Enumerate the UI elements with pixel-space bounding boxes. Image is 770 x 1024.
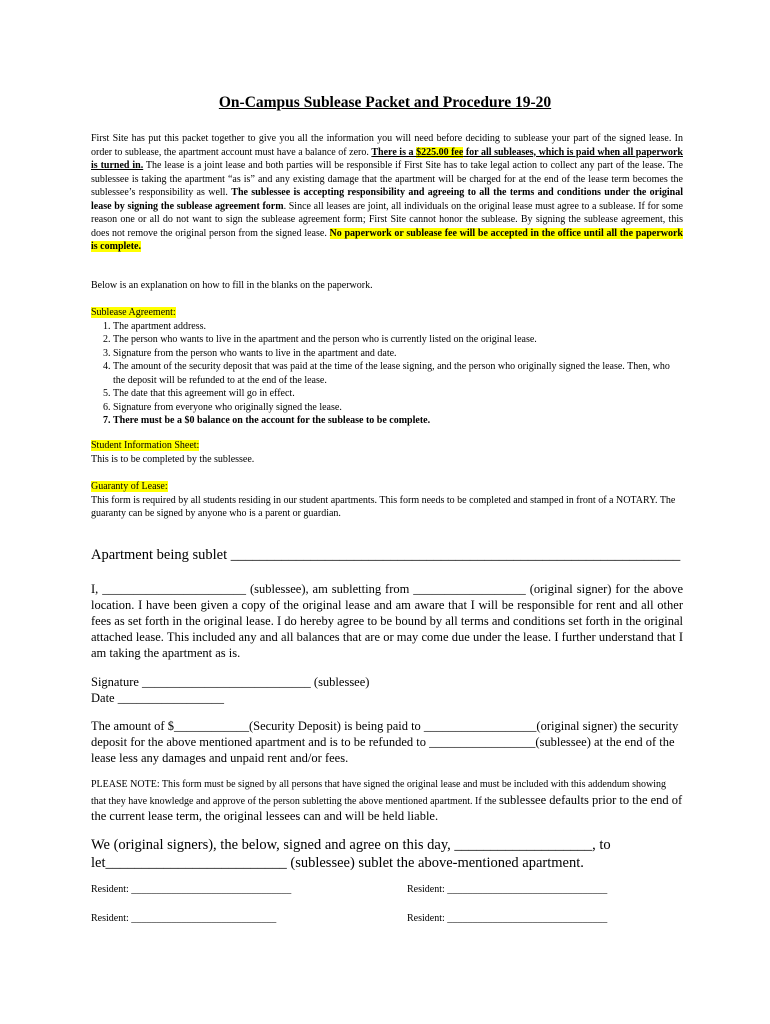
intro-text-1: First Site has put this packet together to give you all the information you will need before deciding to sublease your part of the signed lease. In order to sublease, the apartment account must have a balance of zero. <box>91 133 683 158</box>
document-title: On-Campus Sublease Packet and Procedure 19-20 <box>218 94 552 111</box>
please-note-paragraph <box>91 778 683 825</box>
sublease-agreement-heading: Sublease Agreement: <box>91 307 176 318</box>
fee-text-2: for all subleases, which is paid when all paperwork is turned in. <box>91 146 683 171</box>
student-info-text: This is to be completed by the sublessee. <box>91 453 255 465</box>
sublease-agreement-list <box>91 320 683 428</box>
resident-signature-2: Resident: ________________________________ <box>407 884 608 895</box>
agreement-statement: We (original signers), the below, signed and agree on this day, ___________________, to let_________________________ (sublessee) sublet the above-mentioned apartment. <box>91 837 611 871</box>
resident-signature-1: Resident: ________________________________ <box>91 884 292 895</box>
list-item: 1. The apartment address. <box>113 320 683 334</box>
list-item: 6. Signature from everyone who originally signed the lease. <box>113 401 683 415</box>
explanation-text: Below is an explanation on how to fill in the blanks on the paperwork. <box>91 280 373 291</box>
guaranty-section <box>91 480 683 521</box>
student-info-section <box>91 439 683 466</box>
list-item: 5. The date that this agreement will go in effect. <box>113 387 683 401</box>
list-item: 7. There must be a $0 balance on the account for the sublease to be complete. <box>113 414 683 428</box>
list-item: 3. Signature from the person who wants to live in the apartment and date. <box>113 347 683 361</box>
sublease-agreement-section <box>91 306 683 428</box>
intro-text-2: The lease is a joint lease and both parties will be responsible if First Site has to take legal action to collect any part of the lease. The sublessee is taking the apartment “as is” and any existing damage that the apartment will be charged for at the end of the lease term becomes the sublessee’s responsibility as well. <box>91 160 683 198</box>
guaranty-text: This form is required by all students residing in our student apartments. This form needs to be completed and stamped in front of a NOTARY. The guaranty can be signed by anyone who is a parent or guardian. <box>91 494 676 519</box>
guaranty-heading: Guaranty of Lease: <box>91 481 168 492</box>
resident-signature-3: Resident: _____________________________ <box>91 913 277 924</box>
resident-signature-4: Resident: ________________________________ <box>407 913 608 924</box>
signature-block <box>91 674 683 706</box>
fee-amount: $225.00 fee <box>416 146 464 158</box>
responsibility-text: The sublessee is accepting responsibility and agreeing to all the terms and conditions under the original lease by signing the sublease agreement form <box>91 187 684 212</box>
apartment-sublet-line: Apartment being sublet ______________________________________________________________ <box>91 547 681 563</box>
fee-text-1: There is a <box>371 146 417 158</box>
paperwork-warning: No paperwork or sublease fee will be accepted in the office until all the paperwork is complete. <box>91 227 683 252</box>
signature-line: Signature ___________________________ (sublessee) <box>91 675 370 689</box>
security-deposit-paragraph: The amount of $____________(Security Deposit) is being paid to __________________(original signer) the security deposit for the above mentioned apartment and is to be refunded to _________________(sublessee) at the end of the lease less any damages and unpaid rent and/or fees. <box>91 719 679 765</box>
intro-text-3: . Since all leases are joint, all individuals on the original lease must agree to a sublease. If for some reason one or all do not want to sign the sublease agreement form; First Site cannot honor the sublease. By signing the sublease agreement, this does not remove the original person from the signed lease. <box>91 200 683 239</box>
sublease-statement: I, _______________________ (sublessee), am subletting from __________________ (original signer) for the above location. I have been given a copy of the original lease and am aware that I will be responsible for rent and all other fees as set forth in the original lease. I do hereby agree to be bound by all terms and conditions set forth in the original attached lease. This included any and all balances that are or may come due under the lease. I further understand that I am taking the apartment as is. <box>91 582 683 660</box>
intro-paragraph <box>91 132 683 254</box>
note-text-small: PLEASE NOTE: This form must be signed by all persons that have signed the original lease and must be included with this addendum showing that they have knowledge and approve of the person subletting the above mentioned apartment. If the <box>91 779 667 807</box>
list-item: 4. The amount of the security deposit that was paid at the time of the lease signing, and the person who originally signed the lease. Then, who the deposit will be refunded to at the end of the lease. <box>113 360 683 387</box>
note-text-large: sublessee defaults prior to the end of the current lease term, the original lessees can and will be held liable. <box>91 792 683 823</box>
list-item: 2. The person who wants to live in the apartment and the person who is currently listed on the original lease. <box>113 333 683 347</box>
date-line: Date _________________ <box>91 691 224 705</box>
student-info-heading: Student Information Sheet: <box>91 440 200 451</box>
